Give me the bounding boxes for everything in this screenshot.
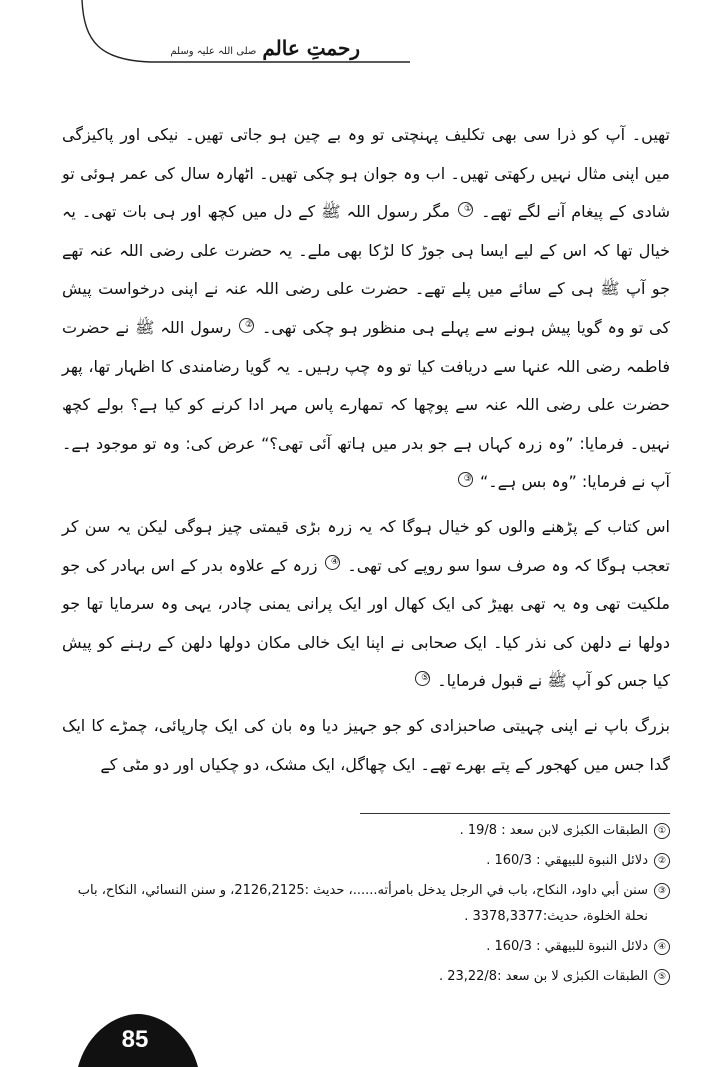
footnote-item	[62, 934, 670, 960]
footnote-text: الطبقات الكبرٰى لابن سعد : 19/8 .	[459, 823, 648, 838]
paragraph-text: تھیں۔ آپ کو ذرا سی بھی تکلیف پہنچتی تو وہ بے چین ہو جاتی تھیں۔ نیکی اور پاکیزگی میں اپنی مثال نہیں رکھتی تھیں۔ اب وہ جوان ہو چکی تھیں۔ اٹھارہ سال کی عمر ہوئی تو شادی کے پیغام آنے لگے تھے۔	[62, 125, 670, 222]
paragraph	[62, 707, 670, 784]
header-honorific: صلی اللہ علیہ وسلم	[170, 46, 257, 57]
paragraph	[62, 508, 670, 701]
footnote-number: ①	[654, 823, 670, 839]
footnote-item	[62, 964, 670, 990]
footnote-item	[62, 818, 670, 844]
footnote-number: ④	[654, 939, 670, 955]
footnote-reference[interactable]: ①	[458, 202, 473, 217]
body-text	[62, 116, 670, 790]
paragraph-text: زرہ کے علاوہ بدر کے اس بہادر کی جو ملکیت تھی وہ یہ تھی بھیڑ کی ایک کھال اور ایک پرانی یمنی چادر، یہی وہ سرمایا تھا جو دولھا نے دلھن کی نذر کیا۔ ایک صحابی نے اپنا ایک خالی مکان دولھا دلھن کے رہنے کو پیش کیا جس کو آپ ﷺ نے قبول فرمایا۔	[62, 555, 670, 691]
footnote-item	[62, 878, 670, 930]
running-header	[150, 32, 360, 60]
footnote-reference[interactable]: ⑤	[415, 671, 430, 686]
footnote-reference[interactable]: ④	[325, 555, 340, 570]
footnote-item	[62, 848, 670, 874]
paragraph-text: رسول اللہ ﷺ نے حضرت فاطمہ رضی اللہ عنہا سے دریافت کیا تو وہ چپ رہیں۔ یہ گویا رضامندی کا اظہار تھا، پھر حضرت علی رضی اللہ عنہ سے پوچھا کہ تمھارے پاس مہر ادا کرنے کو کیا ہے؟ بولے کچھ نہیں۔ فرمایا: ”وہ زرہ کہاں ہے جو بدر میں ہاتھ آئی تھی؟“ عرض کی: وہ تو موجود ہے۔ آپ نے فرمایا: ”وہ بس ہے۔“	[62, 317, 670, 492]
footnotes	[62, 818, 670, 994]
paragraph	[62, 116, 670, 502]
paragraph-text: اس کتاب کے پڑھنے والوں کو خیال ہوگا کہ یہ زرہ بڑی قیمتی چیز ہوگی لیکن یہ سن کر تعجب ہوگا کہ وہ صرف سوا سو روپے کی تھی۔	[62, 516, 671, 575]
footnote-divider	[360, 813, 670, 814]
footnote-text: سنن أبي داود، النكاح، باب في الرجل يدخل بامرأته......، حديث :2126,2125، و سنن النسائي، النكاح، باب نحلة الخلوة، حديث:3378,3377 .	[77, 883, 648, 924]
paragraph-text: بزرگ باپ نے اپنی چہیتی صاحبزادی کو جو جہیز دیا وہ بان کی ایک چارپائی، چمڑے کا ایک گدا جس میں کھجور کے پتے بھرے تھے۔ ایک چھاگل، ایک مشک، دو چکیاں اور دو مٹی کے	[62, 715, 670, 774]
header-title: رحمتِ عالم	[262, 36, 360, 60]
footnote-number: ⑤	[654, 969, 670, 985]
page-number: 85	[121, 1026, 149, 1053]
footnote-reference[interactable]: ③	[458, 472, 473, 487]
paragraph-text: مگر رسول اللہ ﷺ کے دل میں کچھ اور ہی بات تھی۔ یہ خیال تھا کہ اس کے لیے ایسا ہی جوڑ کا لڑکا بھی ملے۔ یہ حضرت علی رضی اللہ عنہ تھے جو آپ ﷺ ہی کے سائے میں پلے تھے۔ حضرت علی رضی اللہ عنہ نے اپنی درخواست پیش کی تو وہ گویا پیش ہونے سے پہلے ہی منظور ہو چکی تھی۔	[62, 202, 671, 337]
footnote-reference[interactable]: ②	[239, 318, 254, 333]
footnote-text: دلائل النبوة للبيهقي : 160/3 .	[486, 939, 648, 954]
footnote-number: ③	[654, 883, 670, 899]
footnote-text: الطبقات الكبرٰى لا بن سعد :23,22/8 .	[438, 969, 648, 984]
footnote-text: دلائل النبوة للبيهقي : 160/3 .	[486, 853, 648, 868]
footnote-number: ②	[654, 853, 670, 869]
